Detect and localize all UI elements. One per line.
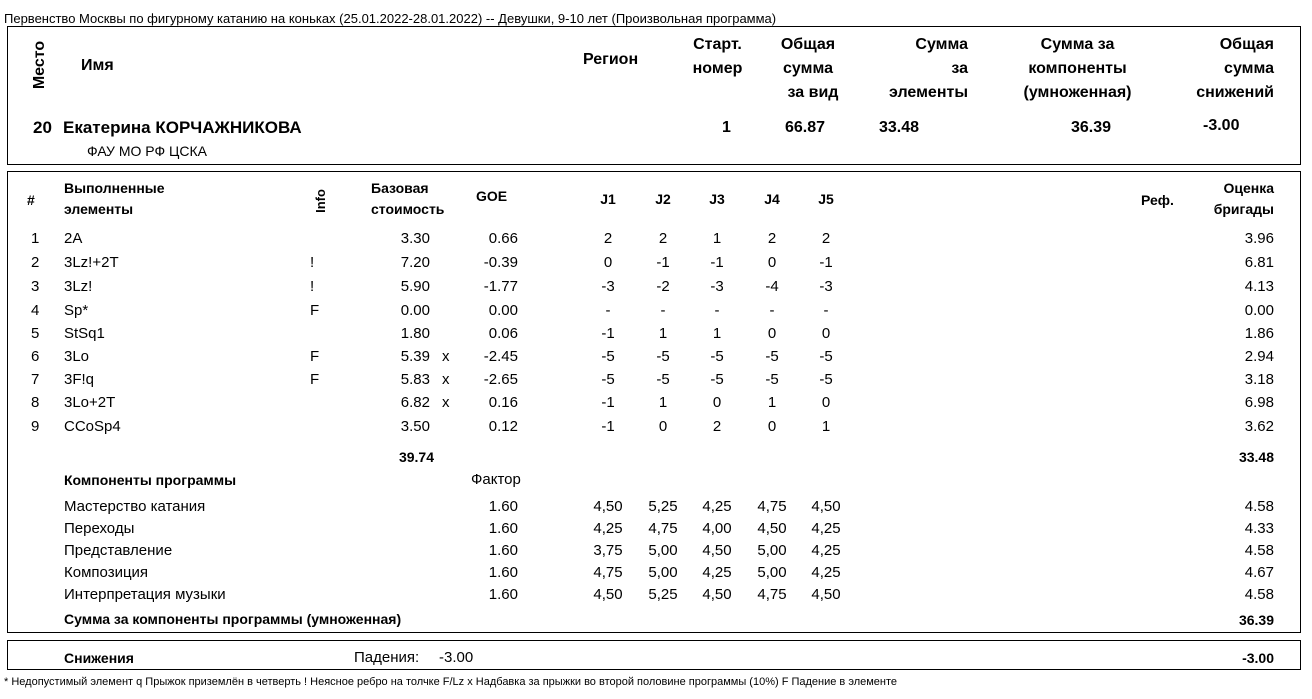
element-num: 8 <box>31 394 40 411</box>
element-judge-3: -5 <box>710 371 724 388</box>
skater-elements: 33.48 <box>879 119 920 136</box>
element-judge-2: -2 <box>656 278 670 295</box>
element-row <box>0 302 1312 324</box>
element-num: 3 <box>31 278 40 295</box>
skater-name: Екатерина КОРЧАЖНИКОВА <box>63 118 302 137</box>
element-base: 6.82 <box>400 394 430 411</box>
component-judge-1: 4,50 <box>593 498 623 515</box>
component-row <box>0 498 1312 520</box>
element-score: 6.81 <box>1244 254 1274 271</box>
element-row <box>0 371 1312 393</box>
component-row <box>0 586 1312 608</box>
component-judge-2: 5,00 <box>648 564 678 581</box>
element-name: Sp* <box>64 302 89 319</box>
element-num: 5 <box>31 325 40 342</box>
element-score: 0.00 <box>1244 302 1274 319</box>
component-score: 4.58 <box>1244 586 1274 603</box>
skater-deductions: -3.00 <box>1203 117 1240 134</box>
component-judge-5: 4,50 <box>811 586 841 603</box>
element-info: ! <box>310 278 315 295</box>
element-goe: -0.39 <box>483 254 518 271</box>
element-judge-3: -5 <box>710 348 724 365</box>
header-j3: J3 <box>709 191 725 207</box>
element-row <box>0 348 1312 370</box>
element-info: F <box>310 302 320 319</box>
component-factor: 1.60 <box>488 520 518 537</box>
element-name: 3Lo <box>64 348 90 365</box>
component-judge-5: 4,50 <box>811 498 841 515</box>
header-j4: J4 <box>764 191 780 207</box>
component-judge-3: 4,00 <box>702 520 732 537</box>
element-num: 7 <box>31 371 40 388</box>
element-base: 7.20 <box>400 254 430 271</box>
element-judge-1: -3 <box>601 278 615 295</box>
element-score: 3.18 <box>1244 371 1274 388</box>
element-judge-4: -5 <box>765 371 779 388</box>
element-row <box>0 394 1312 416</box>
element-judge-2: -5 <box>656 371 670 388</box>
event-title: Первенство Москвы по фигурному катанию на коньках (25.01.2022-28.01.2022) -- Девушки, 9-10 лет (Произвольная программа) <box>4 11 777 26</box>
header-total: Общая сумма за вид <box>780 36 839 101</box>
element-judge-1: 2 <box>603 230 613 247</box>
component-score: 4.67 <box>1244 564 1274 581</box>
element-score: 1.86 <box>1244 325 1274 342</box>
element-judge-2: 2 <box>658 230 668 247</box>
component-judge-3: 4,25 <box>702 564 732 581</box>
component-row <box>0 520 1312 542</box>
element-judge-5: -5 <box>819 348 833 365</box>
element-base: 5.90 <box>400 278 430 295</box>
element-judge-4: 0 <box>767 254 777 271</box>
header-deductions: Общая сумма снижений <box>1196 36 1274 101</box>
component-name: Интерпретация музыки <box>64 586 226 603</box>
component-judge-4: 4,75 <box>757 586 787 603</box>
header-element: Выполненные элементы <box>64 180 165 217</box>
element-judge-1: -1 <box>601 325 615 342</box>
header-elements-sum: Сумма за элементы <box>889 36 968 101</box>
component-factor: 1.60 <box>488 564 518 581</box>
component-name: Композиция <box>64 564 149 581</box>
element-info: F <box>310 348 320 365</box>
element-goe: 0.66 <box>488 230 518 247</box>
component-score: 4.33 <box>1244 520 1274 537</box>
header-name: Имя <box>81 57 114 74</box>
element-goe: 0.12 <box>488 418 518 435</box>
falls-label: Падения: <box>354 649 420 666</box>
element-judge-5: - <box>823 302 829 319</box>
element-score: 2.94 <box>1244 348 1274 365</box>
skater-components: 36.39 <box>1071 119 1112 136</box>
element-row <box>0 230 1312 252</box>
header-j5: J5 <box>818 191 834 207</box>
element-judge-3: 0 <box>712 394 722 411</box>
component-score: 4.58 <box>1244 542 1274 559</box>
component-judge-5: 4,25 <box>811 542 841 559</box>
element-num: 1 <box>31 230 40 247</box>
element-num: 9 <box>31 418 40 435</box>
header-goe: GOE <box>476 188 508 204</box>
header-j2: J2 <box>655 191 671 207</box>
element-judge-4: 2 <box>767 230 777 247</box>
element-judge-3: -3 <box>710 278 724 295</box>
header-base: Базовая стоимость <box>371 180 445 217</box>
element-goe: 0.16 <box>488 394 518 411</box>
element-bonus-mark: x <box>442 371 450 388</box>
element-judge-3: -1 <box>710 254 724 271</box>
header-ref: Реф. <box>1141 192 1174 208</box>
element-judge-5: 1 <box>821 418 831 435</box>
element-info: F <box>310 371 320 388</box>
components-factor-header: Фактор <box>471 471 521 488</box>
element-row <box>0 325 1312 347</box>
component-judge-5: 4,25 <box>811 564 841 581</box>
element-judge-4: -5 <box>765 348 779 365</box>
element-judge-1: -5 <box>601 371 615 388</box>
element-judge-4: -4 <box>765 278 779 295</box>
element-judge-1: - <box>605 302 611 319</box>
element-judge-4: 0 <box>767 418 777 435</box>
component-judge-4: 5,00 <box>757 564 787 581</box>
element-score: 3.96 <box>1244 230 1274 247</box>
component-judge-3: 4,50 <box>702 586 732 603</box>
component-judge-5: 4,25 <box>811 520 841 537</box>
component-judge-3: 4,50 <box>702 542 732 559</box>
component-name: Представление <box>64 542 173 559</box>
component-name: Мастерство катания <box>64 498 206 515</box>
components-total-label: Сумма за компоненты программы (умноженная) <box>64 611 402 627</box>
element-row <box>0 418 1312 440</box>
element-goe: -1.77 <box>483 278 518 295</box>
element-score: 3.62 <box>1244 418 1274 435</box>
component-row <box>0 564 1312 586</box>
element-judge-2: -1 <box>656 254 670 271</box>
component-name: Переходы <box>64 520 135 537</box>
component-judge-2: 4,75 <box>648 520 678 537</box>
footnote: * Недопустимый элемент q Прыжок приземлён в четверть ! Неясное ребро на толчке F/Lz x Надбавка за прыжки во второй половине программы (10%) F Падение в элементе <box>4 676 898 688</box>
header-components-sum: Сумма за компоненты (умноженная) <box>1023 36 1132 101</box>
element-bonus-mark: x <box>442 394 450 411</box>
component-judge-4: 5,00 <box>757 542 787 559</box>
element-judge-5: 0 <box>821 325 831 342</box>
element-name: CCoSp4 <box>64 418 121 435</box>
element-info: ! <box>310 254 315 271</box>
element-judge-2: - <box>660 302 666 319</box>
header-region: Регион <box>583 51 639 68</box>
element-judge-5: -5 <box>819 371 833 388</box>
header-info: Info <box>313 189 328 213</box>
deductions-label: Снижения <box>64 650 134 666</box>
skater-club: ФАУ МО РФ ЦСКА <box>87 143 207 159</box>
component-score: 4.58 <box>1244 498 1274 515</box>
element-judge-5: -3 <box>819 278 833 295</box>
element-judge-2: 1 <box>658 325 668 342</box>
header-j1: J1 <box>600 191 616 207</box>
component-factor: 1.60 <box>488 586 518 603</box>
element-base: 5.39 <box>400 348 430 365</box>
skater-total: 66.87 <box>785 119 826 136</box>
component-judge-1: 4,50 <box>593 586 623 603</box>
header-score: Оценка бригады <box>1213 180 1274 217</box>
component-judge-2: 5,00 <box>648 542 678 559</box>
element-goe: 0.06 <box>488 325 518 342</box>
element-judge-3: 2 <box>712 418 722 435</box>
component-judge-1: 3,75 <box>593 542 623 559</box>
element-judge-1: 0 <box>603 254 613 271</box>
element-judge-5: 0 <box>821 394 831 411</box>
element-num: 4 <box>31 302 40 319</box>
component-judge-1: 4,75 <box>593 564 623 581</box>
element-judge-2: 0 <box>658 418 668 435</box>
deductions-total: -3.00 <box>1242 650 1274 666</box>
element-name: StSq1 <box>64 325 105 342</box>
component-judge-4: 4,75 <box>757 498 787 515</box>
element-judge-3: 1 <box>712 325 722 342</box>
element-base: 1.80 <box>400 325 430 342</box>
component-factor: 1.60 <box>488 498 518 515</box>
component-judge-2: 5,25 <box>648 586 678 603</box>
element-judge-4: 1 <box>767 394 777 411</box>
element-score: 4.13 <box>1244 278 1274 295</box>
element-bonus-mark: x <box>442 348 450 365</box>
element-judge-5: 2 <box>821 230 831 247</box>
component-judge-4: 4,50 <box>757 520 787 537</box>
element-judge-4: - <box>769 302 775 319</box>
element-row <box>0 254 1312 276</box>
element-name: 2A <box>64 230 83 247</box>
falls-value: -3.00 <box>439 649 474 666</box>
element-base: 0.00 <box>400 302 430 319</box>
deductions-box <box>7 640 1301 670</box>
element-judge-1: -1 <box>601 418 615 435</box>
element-goe: -2.45 <box>483 348 518 365</box>
element-judge-1: -1 <box>601 394 615 411</box>
element-name: 3Lz! <box>64 278 93 295</box>
element-num: 2 <box>31 254 40 271</box>
element-name: 3Lo+2T <box>64 394 116 411</box>
skater-start-no: 1 <box>722 119 731 136</box>
element-judge-1: -5 <box>601 348 615 365</box>
element-base: 3.50 <box>400 418 430 435</box>
elements-total: 33.48 <box>1238 449 1274 465</box>
skater-place: 20 <box>33 118 52 137</box>
element-base: 5.83 <box>400 371 430 388</box>
element-goe: 0.00 <box>488 302 518 319</box>
element-judge-5: -1 <box>819 254 833 271</box>
element-judge-2: 1 <box>658 394 668 411</box>
element-num: 6 <box>31 348 40 365</box>
elements-base-total: 39.74 <box>398 449 434 465</box>
element-name: 3F!q <box>64 371 95 388</box>
header-place: Место <box>31 40 48 90</box>
components-title: Компоненты программы <box>64 472 237 488</box>
element-judge-3: - <box>714 302 720 319</box>
element-judge-3: 1 <box>712 230 722 247</box>
component-factor: 1.60 <box>488 542 518 559</box>
components-total: 36.39 <box>1238 612 1274 628</box>
element-judge-2: -5 <box>656 348 670 365</box>
element-base: 3.30 <box>400 230 430 247</box>
element-row <box>0 278 1312 300</box>
element-judge-4: 0 <box>767 325 777 342</box>
header-num: # <box>27 192 35 208</box>
component-judge-2: 5,25 <box>648 498 678 515</box>
element-goe: -2.65 <box>483 371 518 388</box>
component-row <box>0 542 1312 564</box>
element-name: 3Lz!+2T <box>64 254 119 271</box>
component-judge-3: 4,25 <box>702 498 732 515</box>
component-judge-1: 4,25 <box>593 520 623 537</box>
header-start-no: Старт. номер <box>692 36 743 77</box>
element-score: 6.98 <box>1244 394 1274 411</box>
